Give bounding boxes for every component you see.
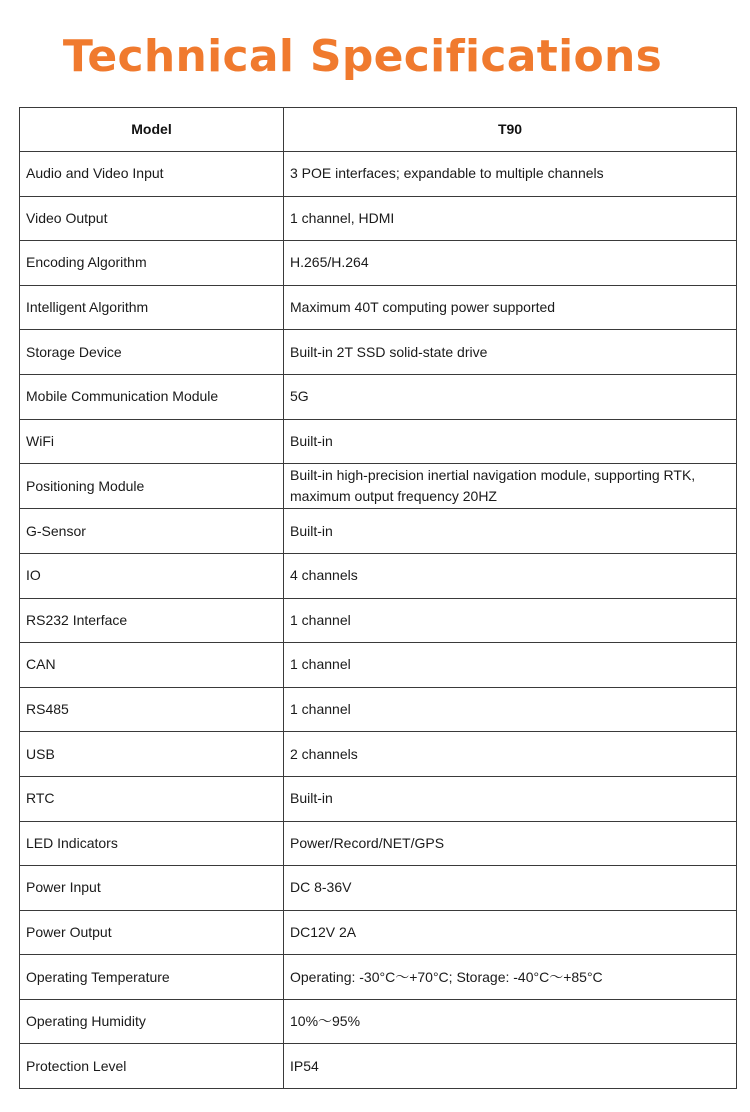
- table-row: [20, 687, 737, 732]
- spec-value: DC12V 2A: [284, 910, 737, 955]
- spec-label: Intelligent Algorithm: [20, 285, 284, 330]
- table-row: [20, 464, 737, 509]
- spec-value: 1 channel: [284, 687, 737, 732]
- spec-value: Built-in high-precision inertial navigation module, supporting RTK, maximum output frequency 20HZ: [284, 464, 737, 509]
- table-row: [20, 419, 737, 464]
- spec-value: Operating: -30°C～+70°C; Storage: -40°C～+85°C: [284, 955, 737, 1000]
- spec-label: RS232 Interface: [20, 598, 284, 643]
- spec-value: 1 channel: [284, 598, 737, 643]
- table-header-row: [20, 108, 737, 152]
- table-row: [20, 196, 737, 241]
- spec-label: Power Input: [20, 866, 284, 911]
- header-model-label: Model: [20, 108, 284, 152]
- spec-label: USB: [20, 732, 284, 777]
- table-row: [20, 152, 737, 197]
- table-row: [20, 643, 737, 688]
- spec-label: RS485: [20, 687, 284, 732]
- table-row: [20, 910, 737, 955]
- spec-label: CAN: [20, 643, 284, 688]
- spec-value: DC 8-36V: [284, 866, 737, 911]
- table-row: [20, 330, 737, 375]
- spec-label: RTC: [20, 776, 284, 821]
- spec-value: 10%～95%: [284, 999, 737, 1044]
- table-row: [20, 598, 737, 643]
- table-row: [20, 285, 737, 330]
- spec-label: Audio and Video Input: [20, 152, 284, 197]
- table-row: [20, 776, 737, 821]
- page-title: Technical Specifications: [62, 31, 663, 82]
- spec-value: 4 channels: [284, 553, 737, 598]
- spec-value: Built-in: [284, 776, 737, 821]
- table-row: [20, 1044, 737, 1089]
- table-row: [20, 955, 737, 1000]
- table-row: [20, 821, 737, 866]
- spec-value: IP54: [284, 1044, 737, 1089]
- spec-label: Positioning Module: [20, 464, 284, 509]
- spec-value: 3 POE interfaces; expandable to multiple channels: [284, 152, 737, 197]
- spec-label: Operating Temperature: [20, 955, 284, 1000]
- specifications-table: [19, 107, 737, 1089]
- spec-label: Encoding Algorithm: [20, 241, 284, 286]
- table-row: [20, 241, 737, 286]
- spec-value: 2 channels: [284, 732, 737, 777]
- spec-label: Power Output: [20, 910, 284, 955]
- spec-label: Protection Level: [20, 1044, 284, 1089]
- spec-label: WiFi: [20, 419, 284, 464]
- spec-value: 5G: [284, 374, 737, 419]
- spec-label: IO: [20, 553, 284, 598]
- spec-value: Built-in: [284, 509, 737, 554]
- spec-value: Built-in 2T SSD solid-state drive: [284, 330, 737, 375]
- spec-label: Storage Device: [20, 330, 284, 375]
- spec-label: LED Indicators: [20, 821, 284, 866]
- spec-value: H.265/H.264: [284, 241, 737, 286]
- spec-value: 1 channel: [284, 643, 737, 688]
- spec-label: Operating Humidity: [20, 999, 284, 1044]
- table-row: [20, 374, 737, 419]
- spec-value: Power/Record/NET/GPS: [284, 821, 737, 866]
- table-row: [20, 732, 737, 777]
- table-row: [20, 509, 737, 554]
- spec-label: G-Sensor: [20, 509, 284, 554]
- table-row: [20, 866, 737, 911]
- spec-value: Built-in: [284, 419, 737, 464]
- table-row: [20, 999, 737, 1044]
- spec-label: Mobile Communication Module: [20, 374, 284, 419]
- table-row: [20, 553, 737, 598]
- spec-label: Video Output: [20, 196, 284, 241]
- spec-value: Maximum 40T computing power supported: [284, 285, 737, 330]
- header-model-value: T90: [284, 108, 737, 152]
- spec-value: 1 channel, HDMI: [284, 196, 737, 241]
